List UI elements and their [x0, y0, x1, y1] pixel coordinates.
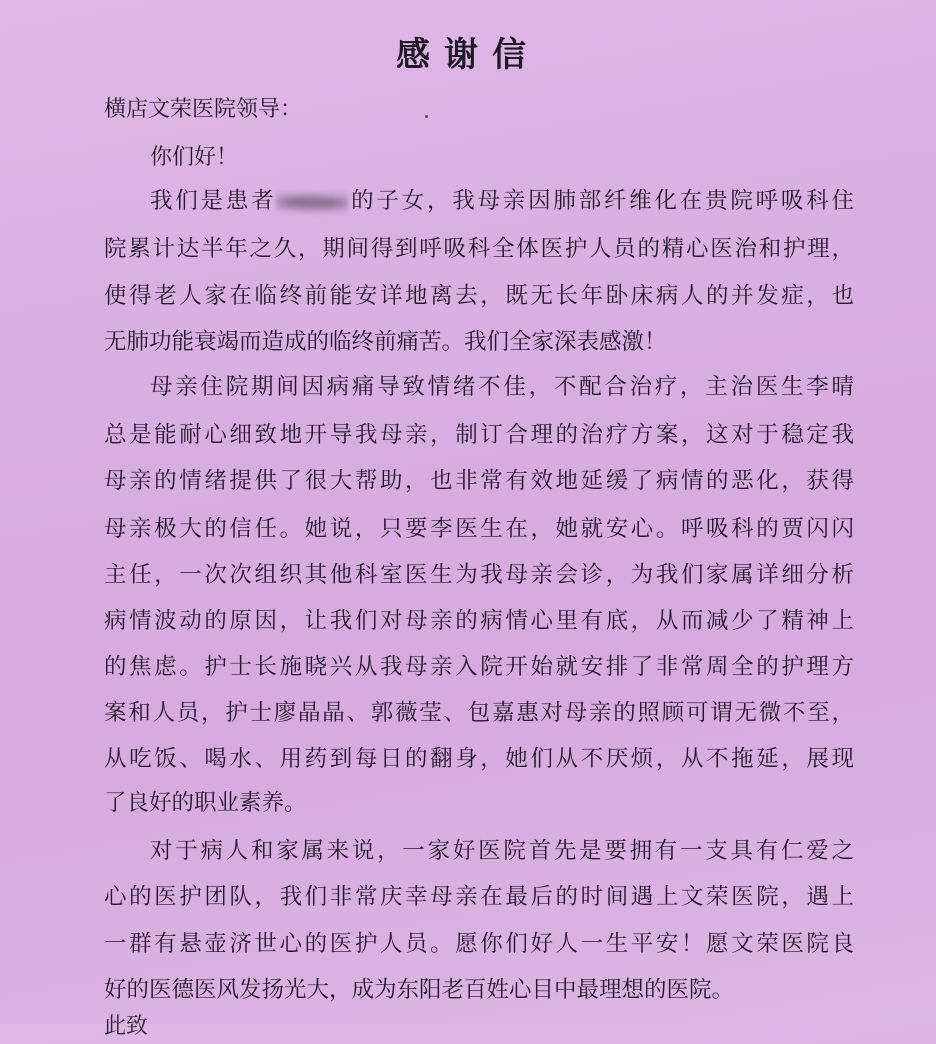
letter-title: 感谢信 [396, 35, 540, 75]
cutoff-line: 此致 [104, 1014, 149, 1039]
paragraph-2-line-2: 总是能耐心细致地开导我母亲，制订合理的治疗方案，这对于稳定我 [104, 422, 854, 448]
paragraph-2-line-4: 母亲极大的信任。她说，只要李医生在，她就安心。呼吸科的贾闪闪 [104, 516, 854, 542]
paragraph-2-line-3: 母亲的情绪提供了很大帮助，也非常有效地延缓了病情的恶化，获得 [104, 468, 854, 494]
paragraph-1-line-1 [150, 184, 854, 218]
text-fragment: 我们是患者 [150, 188, 277, 214]
paragraph-3-line-2: 心的医护团队，我们非常庆幸母亲在最后的时间遇上文荣医院，遇上 [104, 884, 854, 910]
paragraph-2-line-8: 案和人员，护士廖晶晶、郭薇莹、包嘉惠对母亲的照顾可谓无微不至， [104, 700, 854, 726]
paragraph-3-line-4: 好的医德医风发扬光大，成为东阳老百姓心目中最理想的医院。 [104, 977, 735, 1003]
paragraph-3-line-3: 一群有悬壶济世心的医护人员。愿你们好人一生平安！愿文荣医院良 [104, 931, 854, 957]
paragraph-2-line-6: 病情波动的原因，让我们对母亲的病情心里有底，从而减少了精神上 [104, 608, 854, 634]
paragraph-2-line-9: 从吃饭、喝水、用药到每日的翻身，她们从不厌烦，从不拖延，展现 [104, 746, 854, 772]
paragraph-1-line-3: 使得老人家在临终前能安详地离去，既无长年卧床病人的并发症，也 [104, 283, 854, 309]
salutation: 横店文荣医院领导： [104, 97, 303, 122]
greeting: 你们好！ [150, 145, 239, 170]
paragraph-1-line-4: 无肺功能衰竭而造成的临终前痛苦。我们全家深表感激！ [104, 329, 667, 355]
text-fragment: 的子女，我母亲因肺部纤维化在贵院呼吸科住 [348, 188, 854, 214]
paragraph-2-line-7: 的焦虑。护士长施晓兴从我母亲入院开始就安排了非常周全的护理方 [104, 654, 854, 680]
paragraph-2-line-5: 主任，一次次组织其他科室医生为我母亲会诊，为我们家属详细分析 [104, 562, 854, 588]
paragraph-2-line-1: 母亲住院期间因病痛导致情绪不佳，不配合治疗，主治医生李晴 [150, 374, 854, 400]
paper-speck [425, 115, 428, 118]
paragraph-1-line-2: 院累计达半年之久，期间得到呼吸科全体医护人员的精心医治和护理， [104, 236, 854, 262]
redacted-name [276, 190, 348, 214]
paragraph-3-line-1: 对于病人和家属来说，一家好医院首先是要拥有一支具有仁爱之 [150, 838, 854, 864]
paragraph-2-line-10: 了良好的职业素养。 [104, 790, 307, 816]
